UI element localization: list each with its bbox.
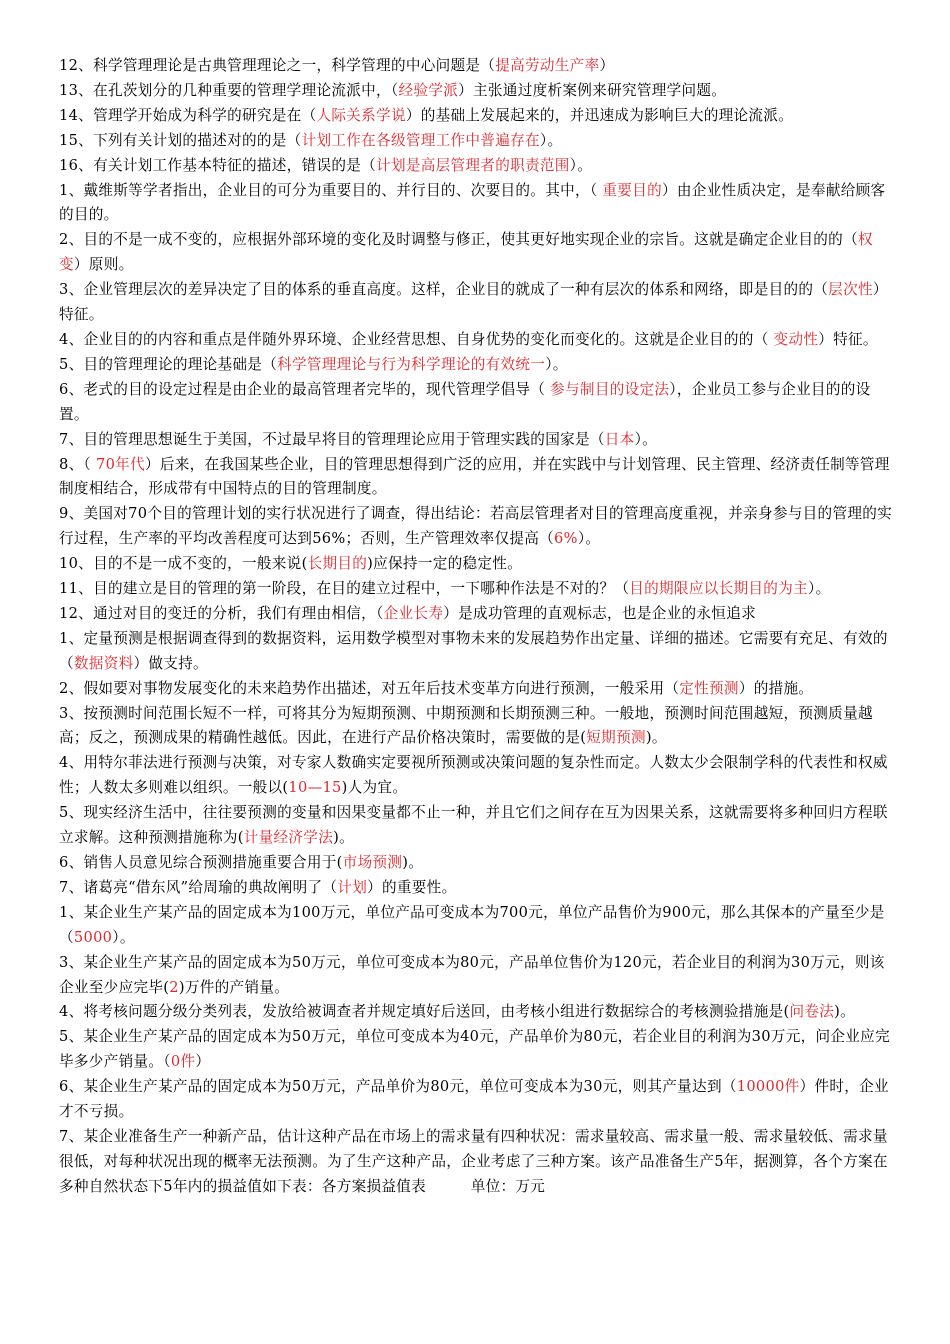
question-paragraph <box>59 179 893 229</box>
question-paragraph <box>59 901 893 951</box>
question-text: 16、有关计划工作基本特征的描述，错误的是（ <box>59 156 377 174</box>
question-text-tail: ） <box>195 1053 211 1071</box>
question-text-tail: ）。 <box>112 928 135 946</box>
answer-text: 目的期限应以长期目的为主 <box>629 580 808 598</box>
question-paragraph <box>59 129 893 154</box>
answer-text: 权变 <box>59 231 873 274</box>
answer-text: 计划是高层管理者的职责范围 <box>376 156 570 174</box>
question-text: 4、用特尔菲法进行预测与决策，对专家人数确实定要视所预测或决策问题的复杂性而定。人数太少会限制学科的代表性和权威性；人数太多则难以组织。一般以( <box>59 754 888 797</box>
question-text: 8、（ <box>59 455 97 473</box>
question-paragraph <box>59 1125 893 1200</box>
answer-text: 短期预测 <box>586 729 646 747</box>
question-paragraph <box>59 428 893 453</box>
question-paragraph <box>59 104 893 129</box>
answer-text: 问卷法 <box>789 1003 835 1021</box>
question-text: 3、某企业生产某产品的固定成本为50万元，单位可变成本为80元，产品单位售价为120元，若企业目的利润为30万元，则该企业至少应完毕( <box>59 953 885 996</box>
question-text-tail: ）是成功管理的直观标志，也是企业的永恒追求 <box>443 604 756 622</box>
question-text: 1、某企业生产某产品的固定成本为100万元，单位产品可变成本为700元，单位产品售价为900元，那么其保本的产量至少是（ <box>59 903 885 946</box>
answer-text: 重要目的 <box>602 181 662 199</box>
question-paragraph <box>59 154 893 179</box>
document-body <box>59 54 893 1200</box>
question-text: 6、老式的目的设定过程是由企业的最高管理者完毕的，现代管理学倡导（ <box>59 380 551 398</box>
question-text-tail: ） <box>599 57 615 74</box>
question-text: 7、某企业准备生产一种新产品，估计这种产品在市场上的需求量有四种状况：需求量较高、需求量一般、需求量较低、需求量很低，对每种状况出现的概率无法预测。为了生产这种产品，企业考虑了三种方案。该产品准备生产5年，据测算，各个方案在多种自然状态下5年内的损益值如下表：各方案损益值表 单位：万元 <box>59 1127 888 1195</box>
answer-text: 变动性 <box>773 330 819 348</box>
question-paragraph <box>59 552 893 577</box>
answer-text: 计量经济学法 <box>243 829 334 847</box>
answer-text: 市场预测 <box>342 854 403 871</box>
answer-text: 6% <box>554 530 578 548</box>
question-text-tail: )人为宜。 <box>341 779 408 797</box>
question-text-tail: ）。 <box>545 355 568 373</box>
question-paragraph <box>59 54 893 79</box>
question-text-tail: )。 <box>834 1003 856 1021</box>
question-text: 13、在孔茨划分的几种重要的管理学理论流派中，（ <box>59 81 399 99</box>
question-paragraph <box>59 1075 893 1125</box>
question-text-tail: )。 <box>333 829 354 847</box>
question-text: 5、现实经济生活中，往往要预测的变量和因果变量都不止一种，并且它们之间存在互为因果关系，这就需要将多种回归方程联立求解。这种预测措施称为( <box>59 804 888 847</box>
question-paragraph <box>59 228 893 278</box>
question-text: 10、目的不是一成不变的，一般来说( <box>59 555 308 573</box>
question-text: 12、通过对目的变迁的分析，我们有理由相信，（ <box>59 604 384 622</box>
question-text-tail: )万件的产销量。 <box>178 978 290 996</box>
question-text: 3、企业管理层次的差异决定了目的体系的垂直高度。这样，企业目的就成了一种有层次的体系和网络，即是目的的（ <box>59 281 829 299</box>
answer-text: 5000 <box>73 928 113 946</box>
question-text: 7、诸葛亮“借东风”给周瑜的典故阐明了（ <box>59 878 338 896</box>
question-text-tail: ）。 <box>539 131 563 149</box>
question-text-tail: ）。 <box>577 530 601 548</box>
question-text: 9、美国对70个目的管理计划的实行状况进行了调查，得出结论：若高层管理者对目的管理高度重视，并亲身参与目的管理的实行过程，生产率的平均改善程度可达到56%；否则，生产管理效率仅提高（ <box>59 505 893 548</box>
question-text: 1、戴维斯等学者指出，企业目的可分为重要目的、并行目的、次要目的。其中，（ <box>59 181 603 199</box>
question-text-tail: ），企业员工参与企业目的的设置。 <box>59 380 871 423</box>
question-paragraph <box>59 876 893 901</box>
question-text-tail: ）特征。 <box>59 281 888 324</box>
question-paragraph <box>59 79 893 104</box>
question-paragraph <box>59 353 893 378</box>
answer-text: 层次性 <box>828 281 873 299</box>
question-text: 11、目的建立是目的管理的第一阶段，在目的建立过程中，一下哪种作法是不对的？（ <box>59 580 630 598</box>
question-paragraph <box>59 677 893 702</box>
answer-text: 企业长寿 <box>383 604 444 622</box>
answer-text: 10000件 <box>736 1078 800 1096</box>
question-paragraph <box>59 1025 893 1075</box>
question-text: 12、科学管理理论是古典管理理论之一，科学管理的中心问题是（ <box>59 57 496 74</box>
answer-text: 0件 <box>170 1053 196 1071</box>
question-text-tail: ）后来，在我国某些企业，目的管理思想得到广泛的应用，并在实践中与计划管理、民主管理、经济责任制等管理制度相结合，形成带有中国特点的目的管理制度。 <box>59 455 890 498</box>
question-text-tail: ）主张通过度析案例来研究管理学问题。 <box>458 81 727 99</box>
question-text: 6、销售人员意见综合预测措施重要合用于( <box>59 854 343 871</box>
question-text-tail: ）的重要性。 <box>367 878 457 896</box>
answer-text: 参与制目的设定法 <box>550 380 670 398</box>
question-text: 3、按预测时间范围长短不一样，可将其分为短期预测、中期预测和长期预测三种。一般地，预测时间范围越短，预测质量越高；反之，预测成果的精确性越低。因此，在进行产品价格决策时，需要做的是( <box>59 704 873 747</box>
question-text-tail: )。 <box>645 729 667 747</box>
answer-text: 计划 <box>337 878 368 896</box>
answer-text: 数据资料 <box>73 654 134 672</box>
question-text-tail: ）。 <box>634 430 658 448</box>
question-text-tail: ）特征。 <box>818 330 878 348</box>
question-text: 4、将考核问题分级分类列表，发放给被调查者并规定填好后送回，由考核小组进行数据综合的考核测验措施是( <box>59 1003 790 1021</box>
answer-text: 2 <box>169 978 179 996</box>
answer-text: 计划工作在各级管理工作中普遍存在 <box>301 131 540 149</box>
answer-text: 日本 <box>604 430 635 448</box>
question-text-tail: ）。 <box>807 580 831 598</box>
answer-text: 70年代 <box>96 455 145 473</box>
question-text-tail: ）做支持。 <box>133 654 208 672</box>
question-text: 4、企业目的的内容和重点是伴随外界环境、企业经营思想、自身优势的变化而变化的。这就是企业目的的（ <box>59 330 774 348</box>
question-paragraph <box>59 328 893 353</box>
question-text: 2、假如要对事物发展变化的未来趋势作出描述，对五年后技术变革方向进行预测，一般采用（ <box>59 679 680 697</box>
question-text: 15、下列有关计划的描述对的的是（ <box>59 131 302 149</box>
question-paragraph <box>59 602 893 627</box>
question-paragraph <box>59 502 893 552</box>
answer-text: 长期目的 <box>307 555 368 573</box>
question-text-tail: ）。 <box>569 156 593 174</box>
question-text-tail: )。 <box>402 854 424 871</box>
answer-text: 10—15 <box>288 779 342 797</box>
question-paragraph <box>59 702 893 752</box>
answer-text: 定性预测 <box>679 679 739 697</box>
question-paragraph <box>59 378 893 428</box>
question-text: 5、某企业生产某产品的固定成本为50万元，单位可变成本为40元，产品单价为80元，若企业目的利润为30万元，问企业应完毕多少产销量。（ <box>59 1028 890 1071</box>
question-paragraph <box>59 1000 893 1025</box>
question-paragraph <box>59 951 893 1001</box>
question-text: 14、管理学开始成为科学的研究是在（ <box>59 106 317 124</box>
question-paragraph <box>59 627 893 677</box>
question-text-tail: ）的基础上发展起来的，并迅速成为影响巨大的理论流派。 <box>405 106 794 124</box>
question-text: 1、定量预测是根据调查得到的数据资料，运用数学模型对事物未来的发展趋势作出定量、详细的描述。它需要有充足、有效的（ <box>59 629 888 672</box>
question-paragraph <box>59 577 893 602</box>
question-paragraph <box>59 851 893 876</box>
question-text: 7、目的管理思想诞生于美国，不过最早将目的管理理论应用于管理实践的国家是（ <box>59 430 605 448</box>
question-text-tail: ）件时，企业才不亏损。 <box>59 1078 889 1121</box>
answer-text: 提高劳动生产率 <box>495 57 600 74</box>
question-text: 5、目的管理理论的理论基础是（ <box>59 355 278 373</box>
question-text-tail: ）原则。 <box>73 256 134 274</box>
question-paragraph <box>59 278 893 328</box>
question-text-tail: ）由企业性质决定，是奉献给顾客的目的。 <box>59 181 886 224</box>
question-text-tail: ）的措施。 <box>738 679 814 697</box>
question-text-tail: )应保持一定的稳定性。 <box>367 555 523 573</box>
question-paragraph <box>59 801 893 851</box>
question-text: 6、某企业生产某产品的固定成本为50万元，产品单价为80元，单位可变成本为30元，则其产量达到（ <box>59 1078 737 1096</box>
question-text: 2、目的不是一成不变的，应根据外部环境的变化及时调整与修正，使其更好地实现企业的宗旨。这就是确定企业目的的（ <box>59 231 858 249</box>
answer-text: 人际关系学说 <box>316 106 406 124</box>
answer-text: 科学管理理论与行为科学理论的有效统一 <box>277 355 546 373</box>
question-paragraph <box>59 453 893 503</box>
answer-text: 经验学派 <box>398 81 459 99</box>
question-paragraph <box>59 751 893 801</box>
